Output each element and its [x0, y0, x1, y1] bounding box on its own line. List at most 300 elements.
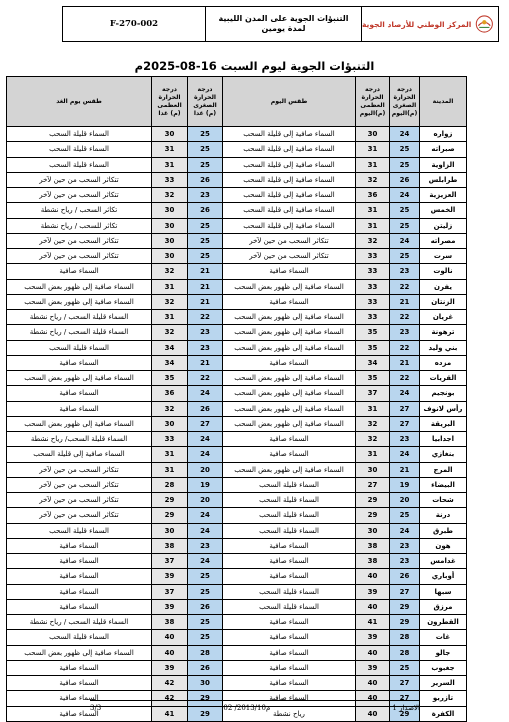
cell-tomorrow-min: 25 — [188, 127, 223, 142]
cell-tomorrow-min: 24 — [188, 554, 223, 569]
cell-city: رأس لانوف — [420, 401, 467, 416]
col-header-today-weather: طقس اليوم — [223, 77, 356, 127]
cell-today-min: 27 — [390, 691, 420, 706]
cell-today-max: 40 — [356, 569, 390, 584]
cell-today-min: 19 — [390, 477, 420, 492]
cell-today-weather: السماء صافية — [223, 660, 356, 675]
table-row — [7, 355, 467, 370]
cell-today-weather: السماء قليلة السحب — [223, 493, 356, 508]
cell-tomorrow-min: 21 — [188, 264, 223, 279]
cell-tomorrow-max: 42 — [152, 691, 188, 706]
cell-today-weather: السماء قليلة السحب — [223, 584, 356, 599]
cell-tomorrow-weather: السماء قليلة السحب — [7, 157, 152, 172]
cell-today-max: 32 — [356, 172, 390, 187]
table-row — [7, 386, 467, 401]
cell-tomorrow-weather: السماء صافية إلى ظهور بعض السحب — [7, 645, 152, 660]
cell-tomorrow-weather: تكاثر السحب / رياح نشطة — [7, 203, 152, 218]
table-row — [7, 401, 467, 416]
cell-today-min: 26 — [390, 172, 420, 187]
cell-tomorrow-max: 30 — [152, 127, 188, 142]
table-row — [7, 127, 467, 142]
cell-tomorrow-max: 31 — [152, 462, 188, 477]
cell-today-weather: السماء صافية إلى ظهور بعض السحب — [223, 401, 356, 416]
cell-tomorrow-min: 23 — [188, 188, 223, 203]
table-row — [7, 157, 467, 172]
cell-city: بني وليد — [420, 340, 467, 355]
cell-today-weather: السماء صافية إلى ظهور بعض السحب — [223, 310, 356, 325]
cell-today-max: 32 — [356, 432, 390, 447]
cell-today-min: 22 — [390, 340, 420, 355]
cell-today-max: 33 — [356, 294, 390, 309]
cell-today-max: 38 — [356, 554, 390, 569]
cell-today-weather: السماء صافية إلى قليلة السحب — [223, 172, 356, 187]
issue-date: 02 /2013/10م — [223, 704, 271, 712]
cell-today-weather: رياح نشطة — [223, 706, 356, 721]
cell-tomorrow-max: 31 — [152, 279, 188, 294]
cell-today-weather: السماء صافية — [223, 676, 356, 691]
cell-tomorrow-max: 39 — [152, 569, 188, 584]
cell-today-max: 33 — [356, 279, 390, 294]
cell-tomorrow-weather: السماء صافية إلى ظهور بعض السحب — [7, 279, 152, 294]
table-row — [7, 371, 467, 386]
cell-today-weather: السماء قليلة السحب — [223, 508, 356, 523]
cell-today-weather: السماء قليلة السحب — [223, 599, 356, 614]
cell-today-max: 39 — [356, 660, 390, 675]
cell-today-weather: تتكاثر السحب من حين لآخر — [223, 249, 356, 264]
cell-tomorrow-weather: السماء صافية — [7, 554, 152, 569]
cell-tomorrow-weather: السماء صافية إلى قليلة السحب — [7, 447, 152, 462]
cell-tomorrow-weather: السماء قليلة السحب / رياح نشطة — [7, 615, 152, 630]
cell-tomorrow-min: 24 — [188, 432, 223, 447]
cell-city: العزيزية — [420, 188, 467, 203]
table-row — [7, 203, 467, 218]
cell-today-max: 35 — [356, 325, 390, 340]
cell-today-weather: السماء صافية — [223, 355, 356, 370]
cell-city: شحات — [420, 493, 467, 508]
cell-today-min: 25 — [390, 203, 420, 218]
cell-tomorrow-max: 42 — [152, 676, 188, 691]
table-row — [7, 294, 467, 309]
cell-tomorrow-weather: السماء صافية إلى ظهور بعض السحب — [7, 416, 152, 431]
cell-tomorrow-max: 36 — [152, 386, 188, 401]
cell-today-max: 40 — [356, 706, 390, 721]
cell-city: مزده — [420, 355, 467, 370]
cell-tomorrow-weather: السماء صافية إلى ظهور بعض السحب — [7, 371, 152, 386]
document-header — [62, 6, 499, 42]
cell-city: زليتن — [420, 218, 467, 233]
cell-tomorrow-weather: السماء صافية — [7, 538, 152, 553]
cell-today-max: 31 — [356, 157, 390, 172]
col-header-city: المدينة — [420, 77, 467, 127]
cell-tomorrow-max: 30 — [152, 523, 188, 538]
center-name: المركز الوطني للأرصاد الجوية — [362, 19, 472, 29]
cell-today-weather: السماء صافية — [223, 432, 356, 447]
col-header-tomorrow-min: درجة الحرارة الصغرى (م) غدا — [188, 77, 223, 127]
cell-city: الزاوية — [420, 157, 467, 172]
cell-city: سبها — [420, 584, 467, 599]
cell-today-max: 40 — [356, 599, 390, 614]
col-header-tomorrow-max: درجة الحرارة العظمى (م) غدا — [152, 77, 188, 127]
cell-tomorrow-weather: تتكاثر السحب من حين لآخر — [7, 249, 152, 264]
cell-city: الزنتان — [420, 294, 467, 309]
cell-today-weather: السماء صافية إلى ظهور بعض السحب — [223, 325, 356, 340]
cell-tomorrow-min: 21 — [188, 279, 223, 294]
table-row — [7, 416, 467, 431]
cell-tomorrow-max: 34 — [152, 340, 188, 355]
cell-today-max: 30 — [356, 523, 390, 538]
cell-today-min: 25 — [390, 508, 420, 523]
cell-today-max: 37 — [356, 386, 390, 401]
issue-label: الاصدار 1 — [392, 704, 420, 712]
cell-city: درنة — [420, 508, 467, 523]
cell-city: البريقة — [420, 416, 467, 431]
cell-today-weather: السماء صافية — [223, 538, 356, 553]
cell-tomorrow-max: 30 — [152, 203, 188, 218]
cell-tomorrow-weather: تتكاثر السحب من حين لآخر — [7, 172, 152, 187]
cell-tomorrow-max: 33 — [152, 172, 188, 187]
cell-today-weather: السماء صافية — [223, 447, 356, 462]
cell-today-min: 27 — [390, 401, 420, 416]
cell-tomorrow-weather: السماء قليلة السحب — [7, 630, 152, 645]
cell-city: غات — [420, 630, 467, 645]
cell-today-min: 24 — [390, 233, 420, 248]
cell-today-weather: السماء صافية — [223, 630, 356, 645]
table-row — [7, 142, 467, 157]
table-row — [7, 188, 467, 203]
cell-tomorrow-min: 22 — [188, 371, 223, 386]
cell-tomorrow-max: 29 — [152, 508, 188, 523]
cell-today-max: 30 — [356, 462, 390, 477]
cell-today-max: 39 — [356, 584, 390, 599]
cell-today-weather: السماء صافية إلى ظهور بعض السحب — [223, 462, 356, 477]
cell-today-weather: السماء صافية — [223, 264, 356, 279]
cell-today-max: 33 — [356, 264, 390, 279]
cell-city: القطرون — [420, 615, 467, 630]
cell-tomorrow-weather: السماء صافية — [7, 706, 152, 721]
cell-tomorrow-max: 30 — [152, 249, 188, 264]
cell-today-max: 29 — [356, 508, 390, 523]
cell-today-min: 29 — [390, 599, 420, 614]
cell-today-weather: السماء صافية إلى قليلة السحب — [223, 218, 356, 233]
cell-tomorrow-weather: السماء صافية إلى ظهور بعض السحب — [7, 294, 152, 309]
cell-today-weather: السماء صافية — [223, 615, 356, 630]
cell-tomorrow-min: 25 — [188, 249, 223, 264]
cell-today-max: 33 — [356, 310, 390, 325]
table-row — [7, 523, 467, 538]
table-row — [7, 508, 467, 523]
cell-tomorrow-min: 29 — [188, 706, 223, 721]
cell-tomorrow-weather: تتكاثر السحب من حين لآخر — [7, 477, 152, 492]
table-row — [7, 493, 467, 508]
cell-today-max: 32 — [356, 233, 390, 248]
col-header-tomorrow-weather: طقس يوم الغد — [7, 77, 152, 127]
cell-city: المرج — [420, 462, 467, 477]
cell-today-weather: السماء قليلة السحب — [223, 477, 356, 492]
cell-tomorrow-min: 25 — [188, 569, 223, 584]
cell-today-min: 25 — [390, 249, 420, 264]
cell-today-min: 23 — [390, 325, 420, 340]
cell-tomorrow-max: 38 — [152, 538, 188, 553]
table-row — [7, 340, 467, 355]
cell-today-weather: السماء صافية — [223, 645, 356, 660]
cell-today-min: 28 — [390, 630, 420, 645]
cell-tomorrow-max: 39 — [152, 599, 188, 614]
cell-tomorrow-weather: السماء قليلة السحب — [7, 340, 152, 355]
cell-today-max: 30 — [356, 127, 390, 142]
cell-city: السرير — [420, 676, 467, 691]
cell-today-max: 35 — [356, 340, 390, 355]
cell-tomorrow-max: 30 — [152, 416, 188, 431]
cell-tomorrow-weather: السماء قليلة السحب — [7, 142, 152, 157]
cell-city: غدامس — [420, 554, 467, 569]
cell-today-weather: السماء صافية إلى ظهور بعض السحب — [223, 340, 356, 355]
table-row — [7, 264, 467, 279]
cell-city: صبراته — [420, 142, 467, 157]
cell-city: نالوت — [420, 264, 467, 279]
table-row — [7, 660, 467, 675]
cell-tomorrow-min: 24 — [188, 447, 223, 462]
cell-today-max: 32 — [356, 416, 390, 431]
cell-tomorrow-weather: السماء قليلة السحب — [7, 127, 152, 142]
cell-today-weather: السماء صافية — [223, 691, 356, 706]
cell-city: طرابلس — [420, 172, 467, 187]
table-row — [7, 218, 467, 233]
cell-today-weather: السماء صافية إلى قليلة السحب — [223, 127, 356, 142]
col-header-today-max: درجة الحرارة العظمى (م)اليوم — [356, 77, 390, 127]
cell-tomorrow-min: 26 — [188, 599, 223, 614]
cell-today-min: 23 — [390, 432, 420, 447]
cell-tomorrow-weather: تكاثر للسحب / رياح نشطة — [7, 218, 152, 233]
cell-tomorrow-max: 40 — [152, 630, 188, 645]
cell-today-weather: السماء صافية — [223, 554, 356, 569]
cell-city: غريان — [420, 310, 467, 325]
cell-tomorrow-max: 31 — [152, 157, 188, 172]
table-body — [7, 127, 467, 722]
cell-today-min: 24 — [390, 127, 420, 142]
cell-tomorrow-weather: تتكاثر السحب من حين لآخر — [7, 233, 152, 248]
cell-tomorrow-weather: تتكاثر السحب من حين لآخر — [7, 493, 152, 508]
cell-today-max: 31 — [356, 447, 390, 462]
cell-city: طبرق — [420, 523, 467, 538]
cell-tomorrow-min: 26 — [188, 401, 223, 416]
cell-today-min: 24 — [390, 447, 420, 462]
cell-tomorrow-min: 29 — [188, 691, 223, 706]
cell-today-min: 23 — [390, 554, 420, 569]
cell-tomorrow-max: 32 — [152, 401, 188, 416]
cell-tomorrow-min: 19 — [188, 477, 223, 492]
table-row — [7, 233, 467, 248]
cell-city: أوباري — [420, 569, 467, 584]
cell-today-max: 40 — [356, 691, 390, 706]
cell-today-min: 24 — [390, 523, 420, 538]
cell-today-max: 39 — [356, 630, 390, 645]
footer-divider — [90, 700, 420, 701]
cell-today-min: 25 — [390, 142, 420, 157]
document-title-line1: التنبؤات الجوية على المدن الليبية — [218, 14, 349, 23]
cell-tomorrow-max: 32 — [152, 294, 188, 309]
cell-today-max: 38 — [356, 538, 390, 553]
cell-tomorrow-max: 41 — [152, 706, 188, 721]
cell-today-max: 33 — [356, 249, 390, 264]
cell-tomorrow-max: 32 — [152, 264, 188, 279]
cell-tomorrow-max: 39 — [152, 660, 188, 675]
cell-city: يفرن — [420, 279, 467, 294]
cell-today-min: 27 — [390, 676, 420, 691]
cell-tomorrow-weather: تتكاثر السحب من حين لآخر — [7, 188, 152, 203]
center-logo-block — [361, 7, 498, 41]
cell-city: جغبوب — [420, 660, 467, 675]
cell-tomorrow-min: 26 — [188, 660, 223, 675]
cell-today-max: 34 — [356, 355, 390, 370]
table-row — [7, 172, 467, 187]
cell-tomorrow-max: 37 — [152, 584, 188, 599]
cell-tomorrow-weather: السماء قليلة السحب / رياح نشطة — [7, 325, 152, 340]
table-row — [7, 447, 467, 462]
cell-tomorrow-weather: تتكاثر السحب من حين لآخر — [7, 508, 152, 523]
cell-city: هون — [420, 538, 467, 553]
cell-tomorrow-min: 22 — [188, 310, 223, 325]
col-header-today-min: درجة الحرارة الصغرى (م)اليوم — [390, 77, 420, 127]
table-row — [7, 569, 467, 584]
cell-today-min: 25 — [390, 660, 420, 675]
cell-today-max: 27 — [356, 477, 390, 492]
cell-today-min: 29 — [390, 615, 420, 630]
cell-city: مرزق — [420, 599, 467, 614]
cell-city: جالو — [420, 645, 467, 660]
cell-today-weather: السماء صافية إلى قليلة السحب — [223, 203, 356, 218]
cell-tomorrow-weather: السماء صافية — [7, 264, 152, 279]
table-header-row — [7, 77, 467, 127]
cell-today-weather: السماء صافية إلى قليلة السحب — [223, 157, 356, 172]
cell-tomorrow-weather: السماء صافية — [7, 355, 152, 370]
cell-city: تازربو — [420, 691, 467, 706]
cell-city: القريات — [420, 371, 467, 386]
cell-tomorrow-weather: السماء صافية — [7, 386, 152, 401]
cell-city: ترهونة — [420, 325, 467, 340]
cell-tomorrow-min: 20 — [188, 462, 223, 477]
cell-today-min: 22 — [390, 310, 420, 325]
cell-today-weather: السماء صافية — [223, 294, 356, 309]
table-row — [7, 325, 467, 340]
cell-tomorrow-max: 29 — [152, 493, 188, 508]
cell-tomorrow-weather: السماء صافية — [7, 691, 152, 706]
forecast-table — [6, 76, 467, 722]
cell-today-min: 22 — [390, 371, 420, 386]
cell-today-min: 21 — [390, 355, 420, 370]
cell-tomorrow-weather: السماء قليلة السحب/ رياح نشطة — [7, 432, 152, 447]
cell-today-max: 35 — [356, 371, 390, 386]
document-code: F-270-002 — [109, 19, 159, 29]
cell-today-max: 31 — [356, 218, 390, 233]
cell-city: الخمس — [420, 203, 467, 218]
cell-tomorrow-max: 31 — [152, 142, 188, 157]
cell-tomorrow-max: 32 — [152, 325, 188, 340]
cell-today-weather: السماء صافية إلى قليلة السحب — [223, 142, 356, 157]
cell-tomorrow-max: 30 — [152, 233, 188, 248]
table-row — [7, 630, 467, 645]
cell-today-max: 40 — [356, 645, 390, 660]
cell-today-min: 21 — [390, 462, 420, 477]
cell-tomorrow-min: 21 — [188, 355, 223, 370]
cell-city: سرت — [420, 249, 467, 264]
cell-today-max: 36 — [356, 188, 390, 203]
cell-today-weather: السماء صافية إلى ظهور بعض السحب — [223, 279, 356, 294]
cell-tomorrow-weather: تتكاثر السحب من حين لآخر — [7, 462, 152, 477]
cell-tomorrow-weather: السماء صافية — [7, 660, 152, 675]
cell-today-weather: السماء صافية إلى ظهور بعض السحب — [223, 371, 356, 386]
table-row — [7, 279, 467, 294]
cell-today-weather: السماء صافية إلى ظهور بعض السحب — [223, 416, 356, 431]
cell-tomorrow-weather: السماء صافية — [7, 676, 152, 691]
cell-tomorrow-max: 28 — [152, 477, 188, 492]
table-row — [7, 462, 467, 477]
cell-tomorrow-max: 31 — [152, 310, 188, 325]
cell-today-weather: السماء صافية إلى ظهور بعض السحب — [223, 386, 356, 401]
cell-tomorrow-min: 23 — [188, 325, 223, 340]
cell-tomorrow-max: 31 — [152, 447, 188, 462]
cell-today-min: 20 — [390, 493, 420, 508]
cell-tomorrow-min: 24 — [188, 523, 223, 538]
cell-tomorrow-max: 37 — [152, 554, 188, 569]
cell-today-min: 29 — [390, 706, 420, 721]
cell-tomorrow-min: 25 — [188, 615, 223, 630]
cell-today-weather: السماء قليلة السحب — [223, 523, 356, 538]
cell-today-min: 28 — [390, 645, 420, 660]
table-row — [7, 615, 467, 630]
cell-tomorrow-min: 25 — [188, 233, 223, 248]
cell-tomorrow-max: 34 — [152, 355, 188, 370]
cell-today-min: 23 — [390, 538, 420, 553]
cell-tomorrow-max: 30 — [152, 218, 188, 233]
cell-tomorrow-min: 25 — [188, 218, 223, 233]
table-row — [7, 676, 467, 691]
cell-tomorrow-min: 27 — [188, 416, 223, 431]
table-row — [7, 599, 467, 614]
cell-tomorrow-min: 25 — [188, 584, 223, 599]
cell-tomorrow-weather: السماء قليلة السحب — [7, 523, 152, 538]
cell-tomorrow-weather: السماء صافية — [7, 599, 152, 614]
cell-tomorrow-max: 33 — [152, 432, 188, 447]
cell-city: الكفرة — [420, 706, 467, 721]
page-footer — [90, 704, 420, 712]
table-row — [7, 310, 467, 325]
cell-today-max: 40 — [356, 676, 390, 691]
cell-today-min: 26 — [390, 569, 420, 584]
cell-tomorrow-min: 24 — [188, 386, 223, 401]
cell-today-max: 31 — [356, 203, 390, 218]
table-row — [7, 554, 467, 569]
page-title: التنبؤات الجوية ليوم السبت 16-08-2025م — [134, 59, 375, 73]
cell-today-min: 24 — [390, 188, 420, 203]
cell-city: بنغازي — [420, 447, 467, 462]
document-title-block — [205, 7, 361, 41]
cell-city: بونجيم — [420, 386, 467, 401]
cell-tomorrow-min: 25 — [188, 142, 223, 157]
cell-today-min: 22 — [390, 279, 420, 294]
cell-today-weather: تتكاثر السحب من حين لآخر — [223, 233, 356, 248]
cell-tomorrow-min: 21 — [188, 294, 223, 309]
cell-today-min: 25 — [390, 218, 420, 233]
cell-tomorrow-min: 24 — [188, 508, 223, 523]
cell-tomorrow-max: 40 — [152, 645, 188, 660]
cell-city: زواره — [420, 127, 467, 142]
cell-today-min: 21 — [390, 294, 420, 309]
cell-tomorrow-weather: السماء صافية — [7, 401, 152, 416]
table-row — [7, 477, 467, 492]
weather-logo-icon — [475, 13, 494, 35]
cell-today-min: 24 — [390, 386, 420, 401]
cell-today-max: 29 — [356, 493, 390, 508]
